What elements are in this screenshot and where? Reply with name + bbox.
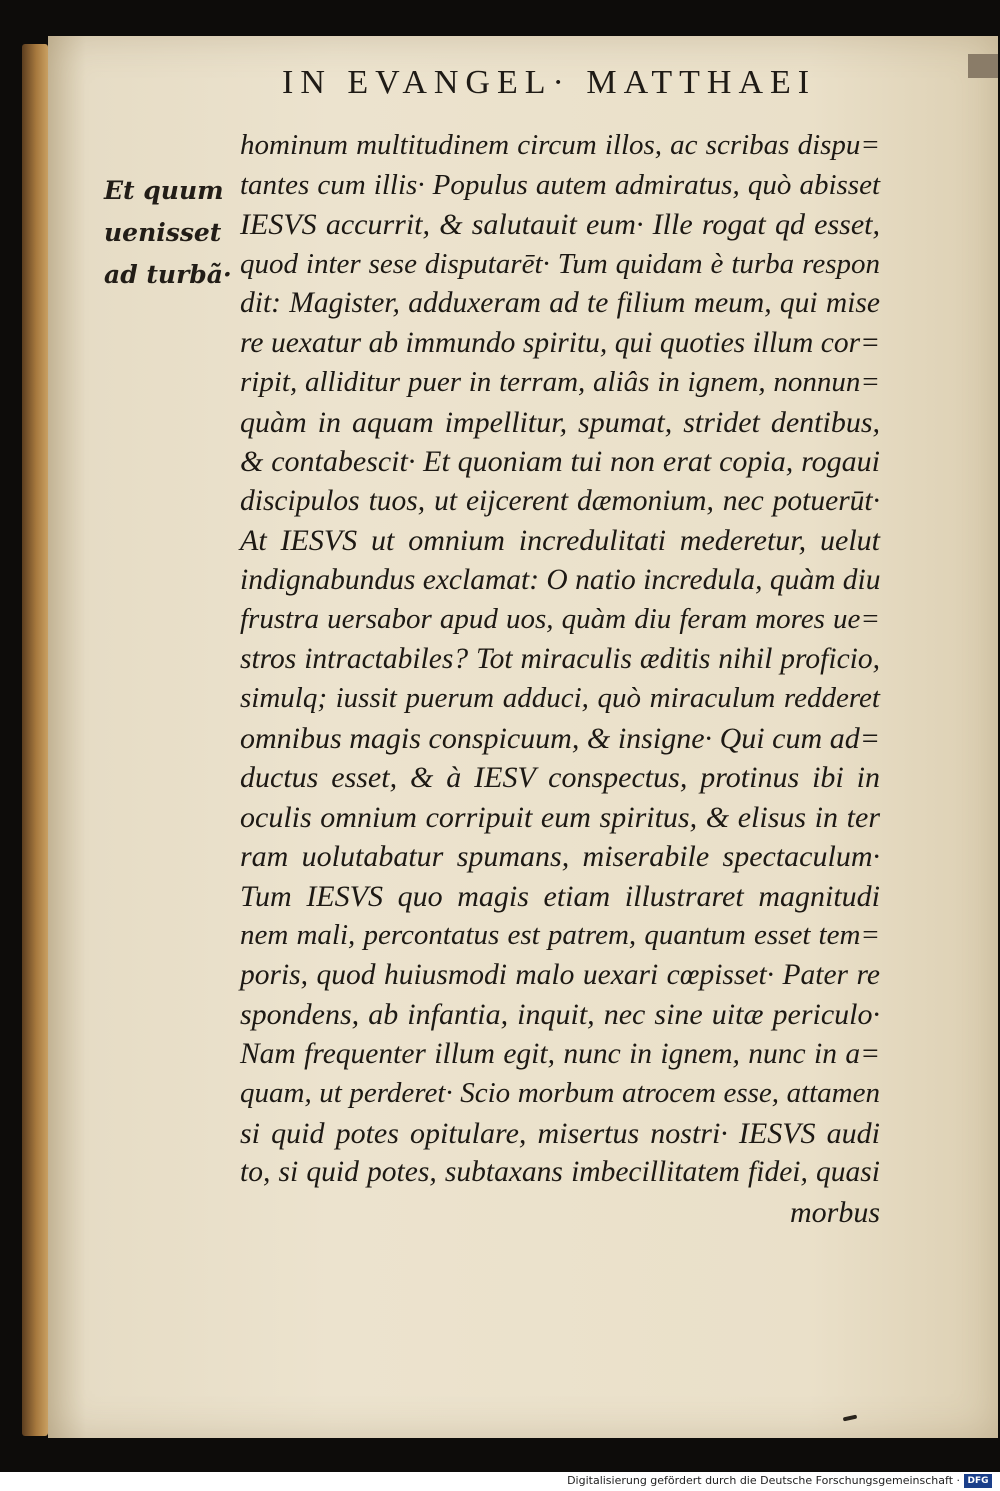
text-line: quam, ut perderet· Scio morbum atrocem esse, attamen [240, 1077, 880, 1109]
text-line: Tum IESVS quo magis etiam illustraret magnitudi [240, 879, 880, 913]
margin-note-line: ad turbã· [104, 260, 232, 289]
text-line: quàm in aquam impellitur, spumat, stridet dentibus, [240, 405, 880, 439]
text-line: At IESVS ut omnium incredulitati mederetur, uelut [240, 524, 880, 557]
text-line: stros intractabiles? Tot miraculis æditis nihil proficio, [240, 642, 880, 675]
text-line: IESVS accurrit, & salutauit eum· Ille rogat qd esset, [240, 208, 880, 241]
text-line: hominum multitudinem circum illos, ac scribas dispu= [240, 129, 880, 161]
body-text [240, 126, 880, 1232]
text-line: omnibus magis conspicuum, & insigne· Qui cum ad= [240, 721, 880, 755]
page-corner-mark [968, 54, 998, 78]
text-line: poris, quod huiusmodi malo uexari cœpisset· Pater re [240, 958, 880, 991]
text-line: & contabescit· Et quoniam tui non erat copia, rogaui [240, 445, 880, 478]
catchword: morbus [789, 1195, 880, 1229]
ink-smudge [843, 1415, 858, 1422]
text-line: tantes cum illis· Populus autem admiratus, quò abisset [240, 168, 880, 201]
footer-bar [0, 1472, 1000, 1491]
text-line: spondens, ab infantia, inquit, nec sine uitæ periculo· [240, 998, 880, 1031]
book-cover-edge [22, 44, 48, 1436]
text-line: nem mali, percontatus est patrem, quantum esset tem= [240, 919, 880, 951]
text-line: frustra uersabor apud uos, quàm diu feram mores ue= [240, 603, 880, 635]
text-line: si quid potes opitulare, misertus nostri· IESVS audi [240, 1116, 880, 1150]
text-line: to, si quid potes, subtaxans imbecillitatem fidei, quasi [240, 1156, 880, 1188]
funding-credit: Digitalisierung gefördert durch die Deutsche Forschungsgemeinschaft · [567, 1474, 960, 1487]
margin-note-line: Et quum [104, 176, 224, 205]
margin-note-line: uenisset [104, 218, 222, 247]
dfg-logo: DFG [964, 1474, 992, 1488]
text-line: ductus esset, & à IESV conspectus, protinus ibi in [240, 761, 880, 794]
text-line: indignabundus exclamat: O natio incredula, quàm diu [240, 563, 881, 596]
text-line: dit: Magister, adduxeram ad te filium meum, qui mise [240, 287, 880, 319]
text-line: discipulos tuos, ut eijcerent dæmonium, nec potuerūt· [240, 484, 880, 517]
text-line: ram uolutabatur spumans, miserabile spectaculum· [240, 840, 880, 873]
text-line: simulq; iussit puerum adduci, quò miraculum redderet [240, 682, 880, 714]
text-line: oculis omnium corripuit eum spiritus, & elisus in ter [240, 800, 880, 834]
text-line: quod inter sese disputarēt· Tum quidam è turba respon [240, 247, 880, 280]
text-line: Nam frequenter illum egit, nunc in ignem, nunc in a= [240, 1037, 880, 1070]
running-head: IN EVANGEL· MATTHAEI [282, 64, 817, 101]
text-line: ripit, alliditur puer in terram, aliâs in ignem, nonnun= [240, 366, 880, 398]
margin-note [104, 170, 232, 296]
text-line: re uexatur ab immundo spiritu, qui quoties illum cor= [240, 326, 880, 359]
